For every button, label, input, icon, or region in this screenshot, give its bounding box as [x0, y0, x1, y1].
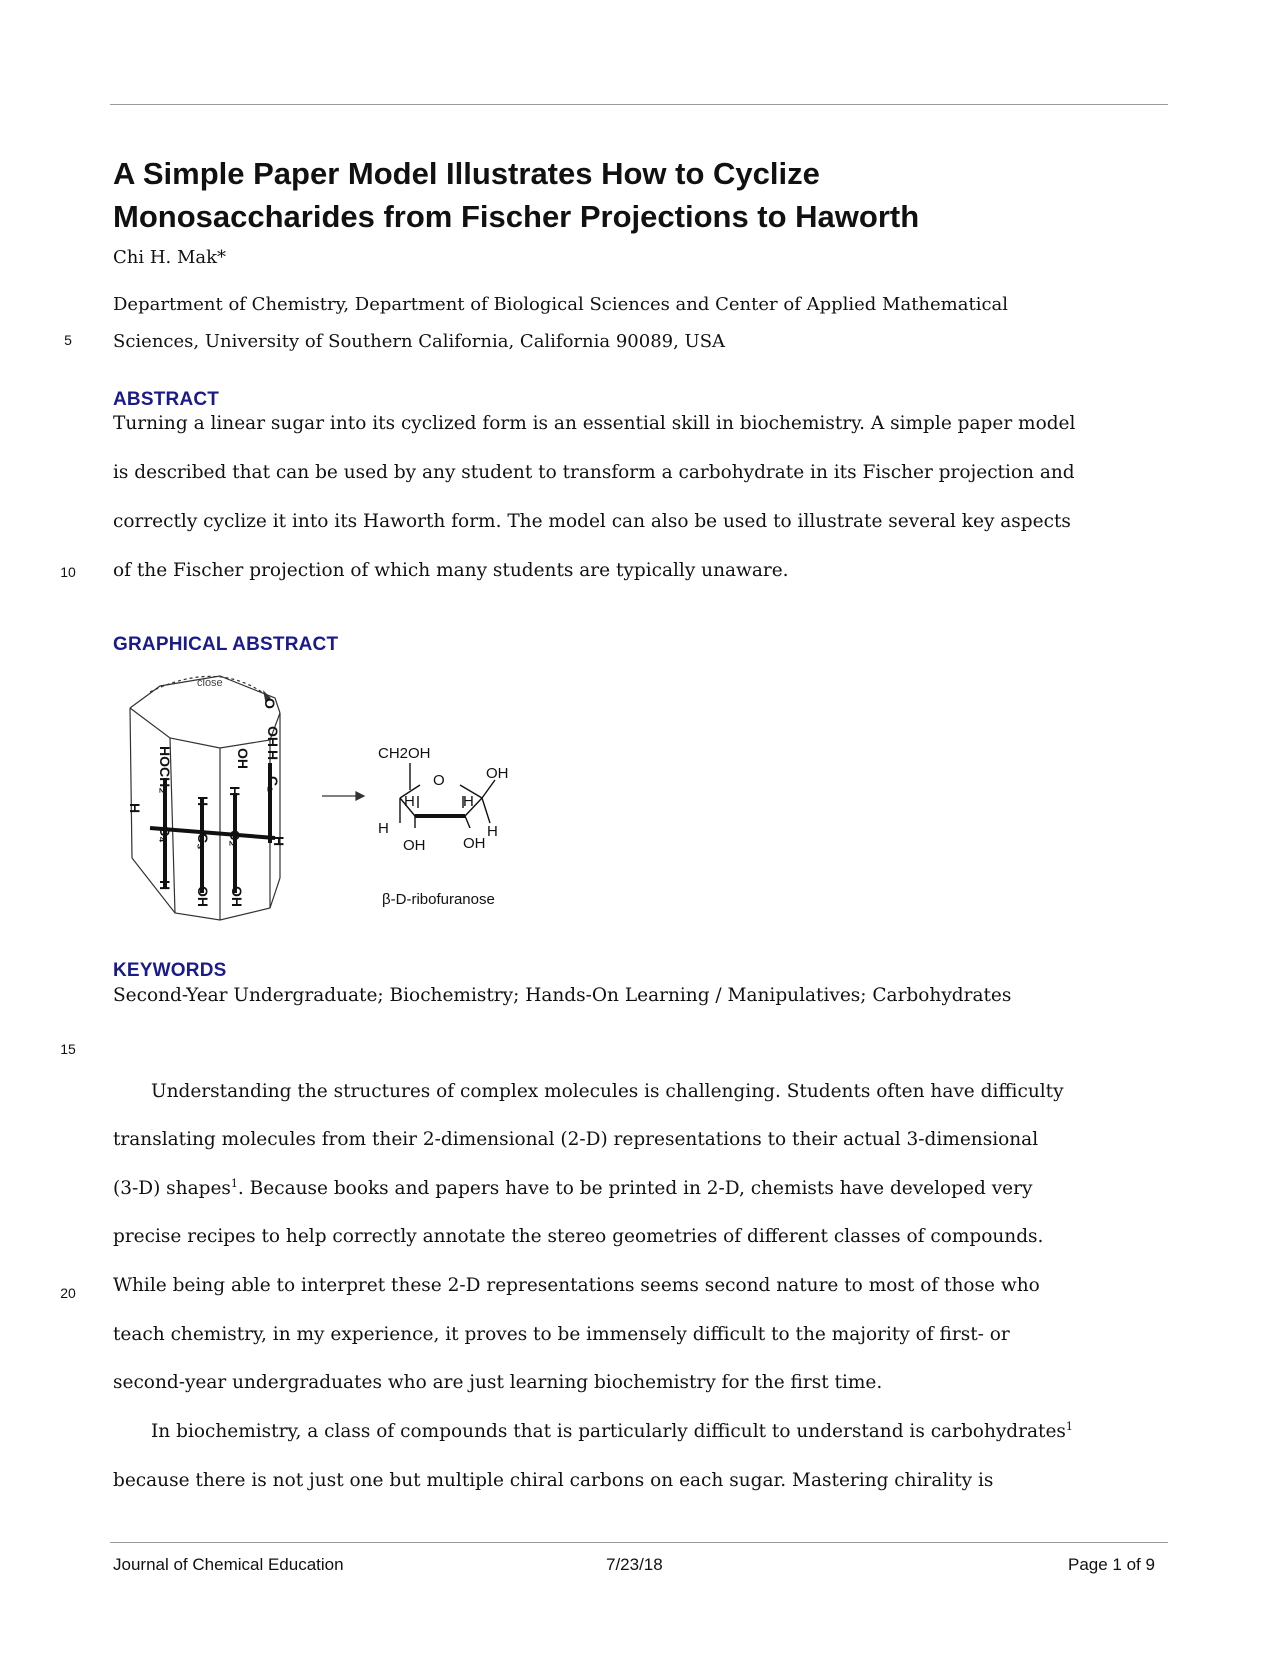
label-ring-o: O — [433, 772, 445, 789]
label-h: H — [487, 823, 498, 840]
label-h: H — [463, 793, 474, 810]
abstract-line: correctly cyclize it into its Haworth form. The model can also be used to illustrate several key aspects — [113, 511, 1071, 532]
line-number: 10 — [60, 564, 76, 580]
body-line-with-ref — [113, 1178, 1032, 1199]
body-line: translating molecules from their 2-dimensional (2-D) representations to their actual 3-dimensional — [113, 1129, 1039, 1150]
footer-date: 7/23/18 — [606, 1555, 663, 1574]
label-h: H — [378, 820, 389, 837]
line-number: 5 — [64, 332, 72, 348]
label-oh: OH — [195, 886, 211, 907]
label-h: H — [271, 836, 287, 847]
paper-title — [113, 152, 1113, 238]
body-line: precise recipes to help correctly annotate the stereo geometries of different classes of compounds. — [113, 1226, 1044, 1247]
body-text: In biochemistry, a class of compounds that is particularly difficult to understand is carbohydrates — [151, 1421, 1066, 1442]
body-line: While being able to interpret these 2-D representations seems second nature to most of those who — [113, 1275, 1040, 1296]
line-number: 20 — [60, 1285, 76, 1301]
transform-arrow — [322, 792, 364, 800]
reference-superscript[interactable]: 1 — [1065, 1419, 1073, 1433]
label-o: O — [262, 698, 278, 709]
label-c4: C₄ — [157, 826, 173, 843]
label-oh: OH — [463, 835, 486, 852]
reference-superscript[interactable]: 1 — [230, 1176, 238, 1190]
graphical-abstract-heading: GRAPHICAL ABSTRACT — [113, 634, 339, 655]
body-line: teach chemistry, in my experience, it proves to be immensely difficult to the majority of first- or — [113, 1324, 1010, 1345]
body-line-with-ref — [151, 1421, 1073, 1442]
title-line-1: A Simple Paper Model Illustrates How to Cyclize — [113, 156, 820, 191]
affiliation-line-2: Sciences, University of Southern California, California 90089, USA — [113, 331, 726, 352]
title-line-2: Monosaccharides from Fischer Projections to Haworth — [113, 199, 920, 234]
label-oh: OH — [265, 726, 281, 747]
body-line: second-year undergraduates who are just learning biochemistry for the first time. — [113, 1372, 883, 1393]
label-ch2oh: CH2OH — [378, 745, 431, 762]
close-label: close — [197, 677, 223, 689]
label-hoch2: HOCH₂ — [157, 746, 173, 794]
label-h: H — [227, 786, 243, 797]
label-oh: OH — [235, 748, 251, 769]
label-h: H — [157, 880, 173, 891]
body-text: (3-D) shapes — [113, 1178, 231, 1199]
body-line: Understanding the structures of complex molecules is challenging. Students often have difficulty — [151, 1081, 1064, 1102]
abstract-line: of the Fischer projection of which many students are typically unaware. — [113, 560, 789, 581]
body-line: because there is not just one but multiple chiral carbons on each sugar. Mastering chirality is — [113, 1470, 994, 1491]
body-text: . Because books and papers have to be printed in 2-D, chemists have developed very — [237, 1178, 1033, 1199]
affiliation — [113, 286, 1173, 360]
top-rule — [110, 104, 1168, 105]
label-h: H — [195, 796, 211, 807]
label-c1: C₁ — [265, 776, 281, 792]
label-c2: C₂ — [227, 830, 243, 847]
footer-page: Page 1 of 9 — [1068, 1555, 1155, 1574]
author: Chi H. Mak* — [113, 247, 227, 268]
footer-journal: Journal of Chemical Education — [113, 1555, 344, 1574]
abstract-line: is described that can be used by any student to transform a carbohydrate in its Fischer projection and — [113, 462, 1075, 483]
label-oh: OH — [403, 837, 426, 854]
label-h: H — [404, 793, 415, 810]
abstract-line: Turning a linear sugar into its cyclized form is an essential skill in biochemistry. A simple paper model — [113, 413, 1076, 434]
line-number: 15 — [60, 1041, 76, 1057]
keywords: Second-Year Undergraduate; Biochemistry; Hands-On Learning / Manipulatives; Carbohydrates — [113, 985, 1012, 1006]
keywords-heading: KEYWORDS — [113, 960, 227, 981]
graphical-abstract-figure — [120, 668, 560, 928]
footer-rule — [110, 1542, 1168, 1543]
figure-caption: β-D-ribofuranose — [382, 891, 495, 908]
abstract-heading: ABSTRACT — [113, 389, 220, 410]
affiliation-line-1: Department of Chemistry, Department of Biological Sciences and Center of Applied Mathematical — [113, 294, 1009, 315]
label-h: H — [265, 750, 281, 761]
label-oh: OH — [229, 886, 245, 907]
label-h: H — [127, 803, 143, 814]
label-c3: C₃ — [195, 833, 211, 850]
label-oh: OH — [486, 765, 509, 782]
